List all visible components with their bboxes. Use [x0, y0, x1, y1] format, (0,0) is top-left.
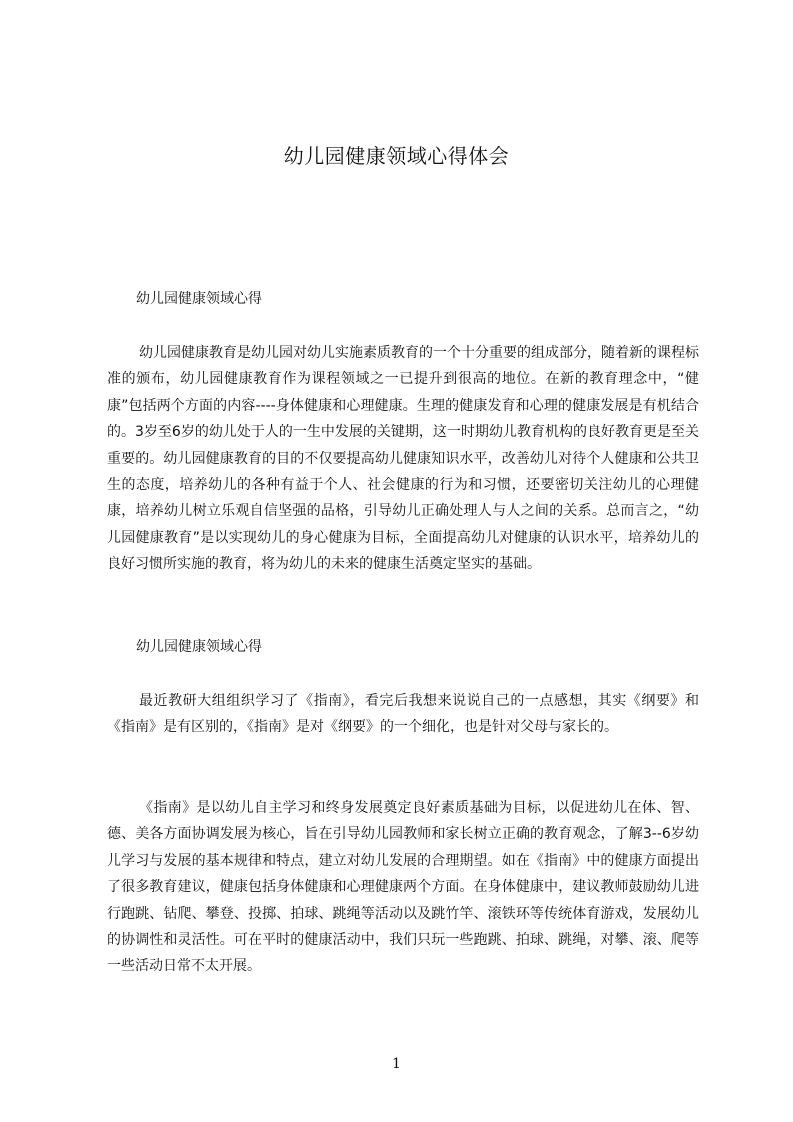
section2-paragraph-1: 最近教研大组组织学习了《指南》，看完后我想来说说自己的一点感想，其实《纲要》和《指南》是有区别的，《指南》是对《纲要》的一个细化，也是针对父母与家长的。 [107, 693, 699, 736]
section2-paragraph-2: 《指南》是以幼儿自主学习和终身发展奠定良好素质基础为目标，以促进幼儿在体、智、德、美各方面协调发展为核心，旨在引导幼儿园教师和家长树立正确的教育观念，了解3--6岁幼儿学习与发展的基本规律和特点，建立对幼儿发展的合理期望。如在《指南》中的健康方面提出了很多教育建议，健康包括身体健康和心理健康两个方面。在身体健康中，建议教师鼓励幼儿进行跑跳、钻爬、攀登、投掷、拍球、跳绳等活动以及跳竹竿、滚铁环等传统体育游戏，发展幼儿的协调性和灵活性。可在平时的健康活动中，我们只玩一些跑跳、拍球、跳绳，对攀、滚、爬等一些活动日常不太开展。 [107, 800, 699, 975]
page-number: 1 [392, 1056, 401, 1072]
section-heading-2: 幼儿园健康领域心得 [136, 639, 262, 655]
section-heading-1: 幼儿园健康领域心得 [136, 291, 262, 307]
document-title: 幼儿园健康领域心得体会 [283, 144, 510, 168]
section1-paragraph: 幼儿园健康教育是幼儿园对幼儿实施素质教育的一个十分重要的组成部分，随着新的课程标准的颁布，幼儿园健康教育作为课程领域之一已提升到很高的地位。在新的教育理念中，“健康”包括两个方面的内容----身体健康和心理健康。生理的健康发育和心理的健康发展是有机结合的。3岁至6岁的幼儿处于人的一生中发展的关键期，这一时期幼儿教育机构的良好教育更是至关重要的。幼儿园健康教育的目的不仅要提高幼儿健康知识水平，改善幼儿对待个人健康和公共卫生的态度，培养幼儿的各种有益于个人、社会健康的行为和习惯，还要密切关注幼儿的心理健康，培养幼儿树立乐观自信坚强的品格，引导幼儿正确处理人与人之间的关系。总而言之，“幼儿园健康教育”是以实现幼儿的身心健康为目标，全面提高幼儿对健康的认识水平，培养幼儿的良好习惯所实施的教育，将为幼儿的未来的健康生活奠定坚实的基础。 [107, 345, 699, 573]
